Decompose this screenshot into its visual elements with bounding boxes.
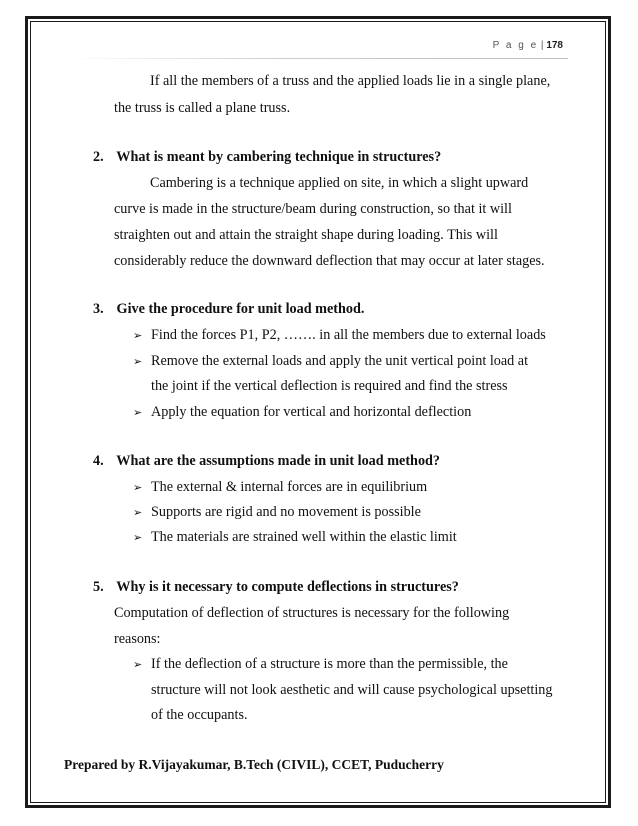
question-3 [93, 301, 364, 318]
answer-2-line-3: straighten out and attain the straight shape during loading. This will [114, 227, 498, 243]
page-footer: Prepared by R.Vijayakumar, B.Tech (CIVIL), CCET, Puducherry [64, 757, 444, 772]
list-item-continuation: structure will not look aesthetic and will cause psychological upsetting [151, 682, 553, 698]
page-number: 178 [546, 40, 563, 51]
page-label: P a g e [492, 40, 539, 51]
answer-2-line-2: curve is made in the structure/beam during construction, so that it will [114, 201, 512, 217]
question-2-text: What is meant by cambering technique in structures? [116, 149, 442, 165]
answer-5-line-2: reasons: [114, 631, 161, 647]
answer-2-line-4: considerably reduce the downward deflection that may occur at later stages. [114, 253, 545, 269]
question-5-number: 5. [93, 579, 104, 595]
arrow-bullet-icon: ➢ [133, 481, 143, 494]
page-separator: | [540, 40, 544, 51]
question-3-text: Give the procedure for unit load method. [116, 301, 365, 317]
question-5-text: Why is it necessary to compute deflections in structures? [116, 579, 459, 595]
question-4-number: 4. [93, 453, 104, 469]
list-item: ➢ Remove the external loads and apply the unit vertical point load at [133, 353, 529, 369]
question-4 [93, 453, 440, 470]
arrow-bullet-icon: ➢ [133, 506, 143, 519]
question-2 [93, 149, 441, 166]
question-5 [93, 579, 459, 596]
header-rule [70, 58, 568, 59]
list-item-continuation: of the occupants. [151, 707, 248, 723]
list-item: ➢ The materials are strained well within the elastic limit [133, 529, 457, 545]
answer-5-line-1: Computation of deflection of structures is necessary for the following [114, 605, 510, 621]
answer-2-line-1: Cambering is a technique applied on site, in which a slight upward [150, 175, 529, 191]
question-3-number: 3. [93, 301, 104, 317]
list-item: ➢ Supports are rigid and no movement is possible [133, 504, 421, 520]
page-header [493, 40, 563, 51]
arrow-bullet-icon: ➢ [133, 355, 143, 368]
question-2-number: 2. [93, 149, 104, 165]
arrow-bullet-icon: ➢ [133, 329, 143, 342]
question-4-text: What are the assumptions made in unit load method? [116, 453, 441, 469]
list-item: ➢ Find the forces P1, P2, ……. in all the members due to external loads [133, 327, 546, 343]
arrow-bullet-icon: ➢ [133, 531, 143, 544]
list-item: ➢ Apply the equation for vertical and horizontal deflection [133, 404, 472, 420]
list-item-continuation: the joint if the vertical deflection is required and find the stress [151, 378, 508, 394]
list-item: ➢ If the deflection of a structure is more than the permissible, the [133, 656, 508, 672]
arrow-bullet-icon: ➢ [133, 406, 143, 419]
list-item: ➢ The external & internal forces are in equilibrium [133, 479, 428, 495]
arrow-bullet-icon: ➢ [133, 658, 143, 671]
intro-line-2: the truss is called a plane truss. [114, 100, 291, 116]
intro-line-1: If all the members of a truss and the applied loads lie in a single plane, [150, 73, 551, 89]
